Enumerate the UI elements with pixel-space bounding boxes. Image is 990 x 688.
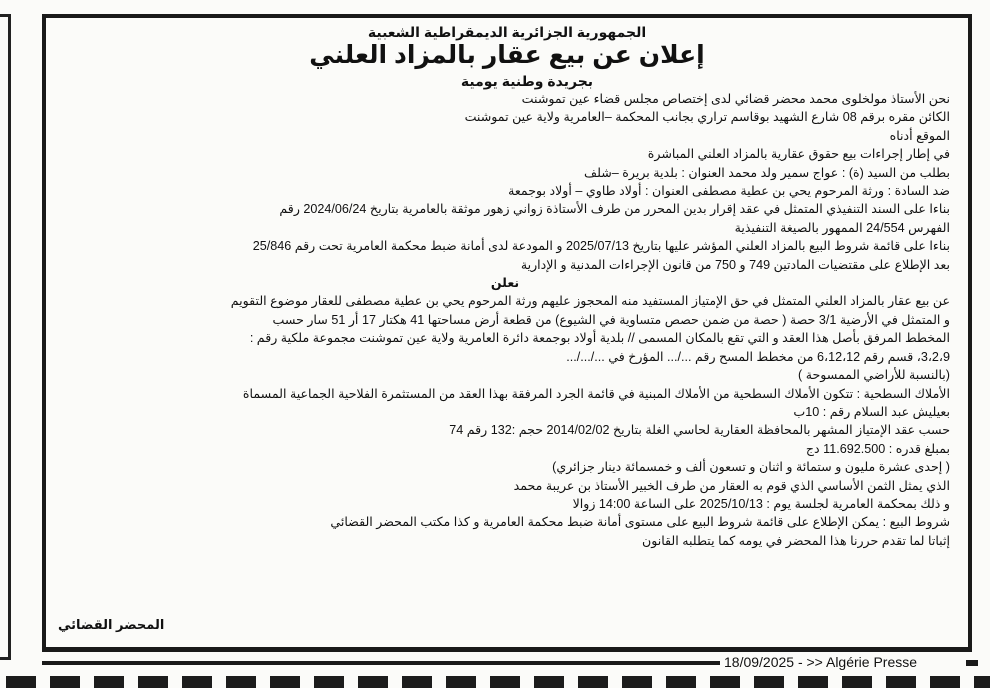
body-line: بطلب من السيد (ة) : عواج سمير ولد محمد العنوان : بلدية بريرة –شلف — [584, 165, 950, 180]
announce-heading: نعلن — [490, 276, 520, 291]
signature-label: المحضر القضائي — [58, 617, 165, 632]
notice-body — [60, 90, 950, 550]
body-line: في إطار إجراءات بيع حقوق عقارية بالمزاد العلني المباشرة — [647, 147, 950, 162]
body-line: حسب عقد الإمتياز المشهر بالمحافظة العقارية لحاسي الغلة بتاريخ 2014/02/02 حجم :132 رقم 74 — [449, 423, 950, 438]
body-line: الموقع أدناه — [889, 128, 950, 143]
body-line: الأملاك السطحية : تتكون الأملاك السطحية من الأملاك المبنية في قائمة الجرد المرفقة بهذا العقد من المستثمرة الفلاحية الجماعية المسماة — [242, 386, 950, 401]
body-line: ضد السادة : ورثة المرحوم يحي بن عطية مصطفى العنوان : أولاد طاوي – أولاد بوجمعة — [508, 184, 950, 199]
session-date-line: و ذلك بمحكمة العامرية لجلسة يوم : 2025/10/13 على الساعة 14:00 زوالا — [572, 496, 950, 511]
body-line: الذي يمثل الثمن الأساسي الذي قوم به العقار من طرف الخبير الأستاذ بن عريبة محمد — [513, 478, 950, 493]
dashed-separator — [0, 676, 990, 688]
body-line: الكائن مقره برقم 08 شارع الشهيد بوقاسم تراري بجانب المحكمة –العامرية ولاية عين تموشنت — [464, 110, 950, 125]
body-line: 3،2،9، قسم رقم 6،12،12 من مخطط المسح رقم .../... المؤرخ في .../.../... — [566, 349, 950, 364]
price-line: بمبلغ قدره : 11.692.500 دج — [805, 441, 950, 456]
body-line: نحن الأستاذ مولخلوى محمد محضر قضائي لدى إختصاص مجلس قضاء عين تموشنت — [521, 92, 950, 106]
notice-frame — [42, 14, 972, 652]
body-line: عن بيع عقار بالمزاد العلني المتمثل في حق الإمتياز المستفيد منه المحجوز عليهم ورثة المرحوم يحي بن عطية مصطفى للعقار موضوع التقويم — [230, 294, 950, 309]
body-line: الفهرس 24/554 الممهور بالصيغة التنفيذية — [734, 220, 950, 235]
notice-subtitle: بجريدة وطنية يومية — [460, 73, 594, 89]
body-line: بعد الإطلاع على مقتضيات المادتين 749 و 750 من قانون الإجراءات المدنية و الإدارية — [520, 257, 950, 272]
footer-rule — [42, 661, 720, 665]
body-line: بعيليش عبد السلام رقم : 10ب — [793, 404, 950, 419]
republic-header: الجمهورية الجزائرية الديمقراطية الشعبية — [367, 24, 647, 40]
notice-title: إعلان عن بيع عقار بالمزاد العلني — [309, 41, 705, 69]
source-credit: 18/09/2025 - >> Algérie Presse — [724, 654, 918, 670]
body-line: بناءا على السند التنفيذي المتمثل في عقد إقرار بدين المحرر من طرف الأستاذة زواني زهور موثقة بالعامرية بتاريخ 2024/06/24 رقم — [279, 202, 950, 217]
body-line: إثباتا لما تقدم حررنا هذا المحضر في يومه كما يتطلبه القانون — [641, 533, 950, 548]
body-line: شروط البيع : يمكن الإطلاع على قائمة شروط البيع على مستوى أمانة ضبط محكمة العامرية و كذا مكتب المحضر القضائي — [330, 515, 950, 530]
price-words-line: ( إحدى عشرة مليون و ستمائة و اثنان و تسعون ألف و خمسمائة دينار جزائري) — [552, 460, 950, 475]
body-line: و المتمثل في الأرضية 3/1 حصة ( حصة من ضمن حصص متساوية في الشيوع) من قطعة أرض مساحتها 41 هكتار 17 أر 51 سار حسب — [272, 312, 950, 327]
source-footer — [42, 655, 982, 671]
body-line: المخطط المرفق بأصل هذا العقد و التي تقع بالمكان المسمى // بلدية أولاد بوجمعة دائرة العامرية ولاية عين تموشنت مجموعة ملكية رقم : — [249, 331, 950, 346]
body-line: (بالنسبة للأراضي الممسوحة ) — [798, 368, 950, 383]
footer-end-block — [966, 660, 978, 666]
body-line: بناءا على قائمة شروط البيع بالمزاد العلني المؤشر عليها بتاريخ 2025/07/13 و المودعة لدى أمانة ضبط محكمة العامرية تحت رقم 25/846 — [252, 239, 950, 254]
adjacent-column-frame — [0, 14, 11, 660]
